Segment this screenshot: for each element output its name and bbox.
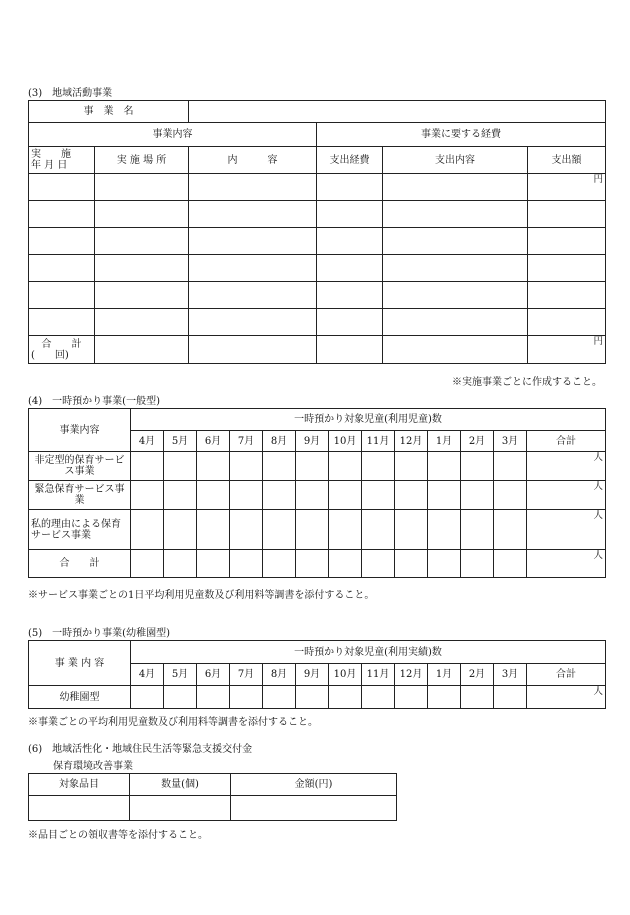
s4-header-label: 事業内容: [29, 409, 131, 452]
s4-month: 12月: [395, 431, 428, 452]
total-label: 合 計: [41, 338, 82, 350]
table-row: [29, 686, 606, 709]
s4-month: 8月: [263, 431, 296, 452]
col-date-bottom: 年 月 日: [31, 160, 68, 171]
s6-col-amount: 金額(円): [231, 774, 397, 796]
unit-yen: 円: [528, 174, 606, 201]
group-right-header: 事業に要する経費: [317, 123, 606, 147]
name-label: [29, 101, 189, 123]
table-row: [29, 255, 606, 282]
s5-month: 6月: [197, 664, 230, 686]
table-row: [29, 796, 397, 821]
s5-month: 10月: [329, 664, 362, 686]
name-label-text: 事 業 名: [83, 106, 134, 117]
s5-month: 11月: [362, 664, 395, 686]
total-row: [29, 550, 606, 578]
section4-title: (4) 一時預かり事業(一般型): [28, 396, 160, 407]
unit-person: 人: [527, 510, 606, 550]
section3-table: [28, 100, 606, 364]
s5-month: 8月: [263, 664, 296, 686]
s4-month: 5月: [164, 431, 197, 452]
s5-month: 5月: [164, 664, 197, 686]
s4-row-label: 緊急保育サービス事業: [29, 481, 131, 510]
s4-month: 1月: [428, 431, 461, 452]
s5-month: 7月: [230, 664, 263, 686]
s4-total-row-label: 合 計: [29, 550, 131, 578]
name-value: [189, 101, 606, 123]
col-date-top: 実 施: [31, 149, 71, 160]
table-row: [29, 309, 606, 336]
table-row: [29, 174, 606, 201]
table-row: [29, 201, 606, 228]
s5-month: 3月: [494, 664, 527, 686]
section6-title: (6) 地域活性化・地域住民生活等緊急支援交付金: [28, 744, 253, 755]
s5-month: 4月: [131, 664, 164, 686]
total-sub: ( 回): [31, 349, 69, 361]
group-left-header: 事業内容: [29, 123, 317, 147]
s5-header-label: 事 業 内 容: [29, 641, 131, 686]
unit-yen-total: 円: [528, 336, 606, 364]
s5-header-group: 一時預かり対象児童(利用実績)数: [131, 641, 606, 664]
unit-person: 人: [527, 686, 606, 709]
s4-row-label: 非定型的保育サービス事業: [29, 452, 131, 481]
s4-month: 7月: [230, 431, 263, 452]
section6-note: ※品目ごとの領収書等を添付すること。: [28, 830, 208, 841]
table-row: [29, 228, 606, 255]
section5-note: ※事業ごとの平均利用児童数及び利用料等調書を添付すること。: [28, 717, 318, 728]
s5-month: 2月: [461, 664, 494, 686]
col-amount-header: 支出額: [528, 147, 606, 174]
s6-col-qty: 数量(個): [130, 774, 231, 796]
section4-note: ※サービス事業ごとの1日平均利用児童数及び利用料等調書を添付すること。: [28, 590, 375, 601]
unit-person: 人: [527, 550, 606, 578]
s4-month: 2月: [461, 431, 494, 452]
s5-row-label: 幼稚園型: [29, 686, 131, 709]
unit-person: 人: [527, 452, 606, 481]
total-row: [29, 336, 606, 364]
table-row: [29, 452, 606, 481]
col-place-header: 実 施 場 所: [95, 147, 189, 174]
s4-month: 6月: [197, 431, 230, 452]
s5-total-col: 合計: [527, 664, 606, 686]
table-row: [29, 282, 606, 309]
table-row: [29, 510, 606, 550]
col-expense-header: 支出経費: [317, 147, 383, 174]
section3-title: (3) 地域活動事業: [28, 88, 113, 99]
col-expense-content-header: 支出内容: [383, 147, 528, 174]
section4-table: [28, 408, 606, 578]
s4-month: 10月: [329, 431, 362, 452]
col-content-header: 内 容: [189, 147, 317, 174]
section6-subtitle: 保育環境改善事業: [53, 761, 133, 772]
section6-table: [28, 773, 397, 821]
s4-header-group: 一時預かり対象児童(利用児童)数: [131, 409, 606, 431]
table-row: [29, 481, 606, 510]
s5-month: 12月: [395, 664, 428, 686]
s4-total-col: 合計: [527, 431, 606, 452]
s4-month: 4月: [131, 431, 164, 452]
s6-col-item: 対象品目: [29, 774, 130, 796]
col-date-header: [29, 147, 95, 174]
unit-person: 人: [527, 481, 606, 510]
total-label-cell: [29, 336, 95, 364]
section5-table: [28, 640, 606, 709]
s4-month: 11月: [362, 431, 395, 452]
s4-month: 3月: [494, 431, 527, 452]
section3-note: ※実施事業ごとに作成すること。: [452, 377, 602, 388]
section5-title: (5) 一時預かり事業(幼稚園型): [28, 628, 170, 639]
s4-row-label: 私的理由による保育サービス事業: [29, 510, 131, 550]
s5-month: 9月: [296, 664, 329, 686]
s4-month: 9月: [296, 431, 329, 452]
s5-month: 1月: [428, 664, 461, 686]
